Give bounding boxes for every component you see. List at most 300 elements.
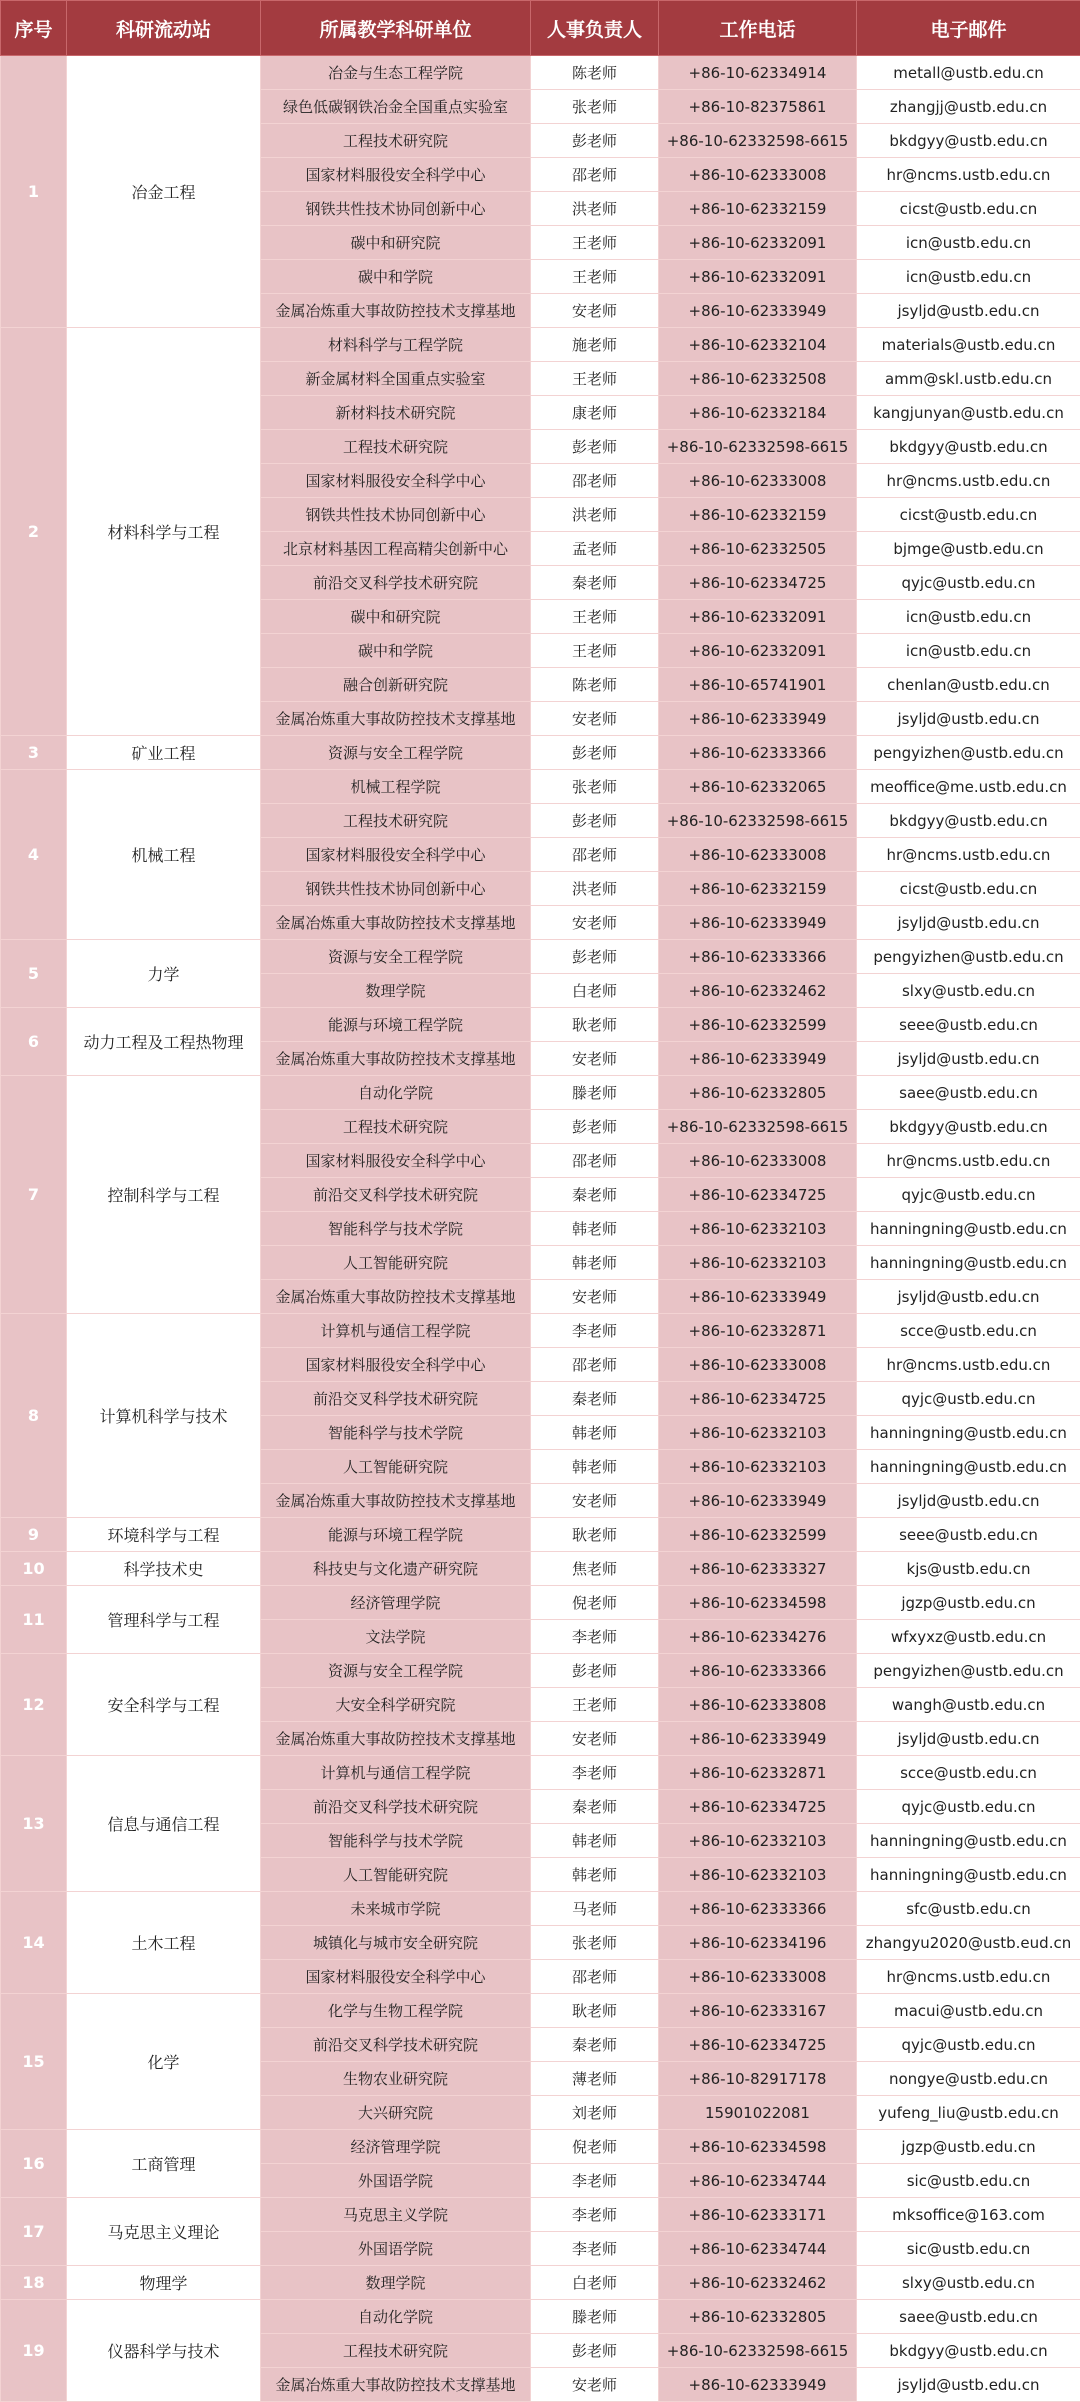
unit-name: 冶金与生态工程学院 [261, 56, 531, 90]
email-address: hanningning@ustb.edu.cn [857, 1858, 1080, 1892]
hr-contact-person: 王老师 [531, 362, 659, 396]
hr-contact-person: 洪老师 [531, 192, 659, 226]
hr-contact-person: 王老师 [531, 226, 659, 260]
hr-contact-person: 安老师 [531, 2368, 659, 2402]
hr-contact-person: 王老师 [531, 600, 659, 634]
work-phone: +86-10-62332104 [659, 328, 857, 362]
email-address: hr@ncms.ustb.edu.cn [857, 1960, 1080, 1994]
unit-name: 碳中和学院 [261, 634, 531, 668]
email-address: qyjc@ustb.edu.cn [857, 1382, 1080, 1416]
unit-name: 马克思主义学院 [261, 2198, 531, 2232]
work-phone: +86-10-62333949 [659, 1484, 857, 1518]
unit-name: 前沿交叉科学技术研究院 [261, 566, 531, 600]
work-phone: +86-10-62332462 [659, 974, 857, 1008]
hr-contact-person: 韩老师 [531, 1858, 659, 1892]
work-phone: +86-10-62333366 [659, 736, 857, 770]
email-address: scce@ustb.edu.cn [857, 1756, 1080, 1790]
row-seq-number: 17 [1, 2198, 67, 2266]
work-phone: +86-10-62332599 [659, 1518, 857, 1552]
work-phone: +86-10-62332103 [659, 1858, 857, 1892]
work-phone: +86-10-62332805 [659, 2300, 857, 2334]
table-row [1, 940, 1080, 974]
hr-contact-person: 陈老师 [531, 56, 659, 90]
work-phone: +86-10-65741901 [659, 668, 857, 702]
work-phone: +86-10-62333008 [659, 1348, 857, 1382]
unit-name: 外国语学院 [261, 2232, 531, 2266]
work-phone: +86-10-62334914 [659, 56, 857, 90]
station-name: 矿业工程 [67, 736, 261, 770]
work-phone: +86-10-62333008 [659, 464, 857, 498]
email-address: macui@ustb.edu.cn [857, 1994, 1080, 2028]
hr-contact-person: 彭老师 [531, 736, 659, 770]
email-address: wfxyxz@ustb.edu.cn [857, 1620, 1080, 1654]
row-seq-number: 1 [1, 56, 67, 328]
email-address: qyjc@ustb.edu.cn [857, 1790, 1080, 1824]
work-phone: 15901022081 [659, 2096, 857, 2130]
unit-name: 工程技术研究院 [261, 430, 531, 464]
email-address: hr@ncms.ustb.edu.cn [857, 1144, 1080, 1178]
hr-contact-person: 耿老师 [531, 1994, 659, 2028]
work-phone: +86-10-62333949 [659, 294, 857, 328]
station-name: 管理科学与工程 [67, 1586, 261, 1654]
row-seq-number: 15 [1, 1994, 67, 2130]
unit-name: 资源与安全工程学院 [261, 736, 531, 770]
hr-contact-person: 彭老师 [531, 1110, 659, 1144]
table-row [1, 1892, 1080, 1926]
unit-name: 前沿交叉科学技术研究院 [261, 1178, 531, 1212]
hr-contact-person: 焦老师 [531, 1552, 659, 1586]
work-phone: +86-10-62332462 [659, 2266, 857, 2300]
work-phone: +86-10-62333949 [659, 1042, 857, 1076]
work-phone: +86-10-62332159 [659, 192, 857, 226]
table-row [1, 1008, 1080, 1042]
table-row [1, 56, 1080, 90]
email-address: bkdgyy@ustb.edu.cn [857, 124, 1080, 158]
hr-contact-person: 安老师 [531, 1722, 659, 1756]
work-phone: +86-10-62333949 [659, 906, 857, 940]
unit-name: 未来城市学院 [261, 1892, 531, 1926]
unit-name: 计算机与通信工程学院 [261, 1756, 531, 1790]
unit-name: 工程技术研究院 [261, 1110, 531, 1144]
unit-name: 金属冶炼重大事故防控技术支撑基地 [261, 702, 531, 736]
hr-contact-person: 洪老师 [531, 872, 659, 906]
email-address: jsyljd@ustb.edu.cn [857, 2368, 1080, 2402]
station-name: 控制科学与工程 [67, 1076, 261, 1314]
work-phone: +86-10-62332159 [659, 872, 857, 906]
table-row [1, 1586, 1080, 1620]
work-phone: +86-10-62334598 [659, 2130, 857, 2164]
station-name: 动力工程及工程热物理 [67, 1008, 261, 1076]
work-phone: +86-10-62332598-6615 [659, 1110, 857, 1144]
station-name: 机械工程 [67, 770, 261, 940]
row-seq-number: 16 [1, 2130, 67, 2198]
hr-contact-person: 刘老师 [531, 2096, 659, 2130]
unit-name: 人工智能研究院 [261, 1246, 531, 1280]
unit-name: 工程技术研究院 [261, 124, 531, 158]
hr-contact-person: 邵老师 [531, 838, 659, 872]
unit-name: 智能科学与技术学院 [261, 1416, 531, 1450]
email-address: seee@ustb.edu.cn [857, 1518, 1080, 1552]
email-address: metall@ustb.edu.cn [857, 56, 1080, 90]
row-seq-number: 18 [1, 2266, 67, 2300]
table-row [1, 1076, 1080, 1110]
work-phone: +86-10-62332598-6615 [659, 430, 857, 464]
hr-contact-person: 韩老师 [531, 1824, 659, 1858]
email-address: mksoffice@163.com [857, 2198, 1080, 2232]
unit-name: 外国语学院 [261, 2164, 531, 2198]
work-phone: +86-10-62333808 [659, 1688, 857, 1722]
table-row [1, 1552, 1080, 1586]
work-phone: +86-10-62334598 [659, 1586, 857, 1620]
row-seq-number: 11 [1, 1586, 67, 1654]
email-address: zhangyu2020@ustb.eud.cn [857, 1926, 1080, 1960]
row-seq-number: 19 [1, 2300, 67, 2402]
hr-contact-person: 韩老师 [531, 1246, 659, 1280]
hr-contact-person: 彭老师 [531, 940, 659, 974]
unit-name: 智能科学与技术学院 [261, 1212, 531, 1246]
hr-contact-person: 韩老师 [531, 1212, 659, 1246]
unit-name: 新材料技术研究院 [261, 396, 531, 430]
email-address: bkdgyy@ustb.edu.cn [857, 430, 1080, 464]
email-address: hanningning@ustb.edu.cn [857, 1212, 1080, 1246]
hr-contact-person: 薄老师 [531, 2062, 659, 2096]
hr-contact-person: 马老师 [531, 1892, 659, 1926]
station-name: 材料科学与工程 [67, 328, 261, 736]
table-row [1, 2130, 1080, 2164]
work-phone: +86-10-62332805 [659, 1076, 857, 1110]
unit-name: 科技史与文化遗产研究院 [261, 1552, 531, 1586]
work-phone: +86-10-62332599 [659, 1008, 857, 1042]
row-seq-number: 9 [1, 1518, 67, 1552]
unit-name: 前沿交叉科学技术研究院 [261, 1790, 531, 1824]
hr-contact-person: 彭老师 [531, 124, 659, 158]
hr-contact-person: 滕老师 [531, 1076, 659, 1110]
email-address: materials@ustb.edu.cn [857, 328, 1080, 362]
work-phone: +86-10-62332871 [659, 1314, 857, 1348]
email-address: wangh@ustb.edu.cn [857, 1688, 1080, 1722]
email-address: jsyljd@ustb.edu.cn [857, 906, 1080, 940]
table-body [1, 56, 1080, 2402]
hr-contact-person: 张老师 [531, 770, 659, 804]
unit-name: 钢铁共性技术协同创新中心 [261, 192, 531, 226]
email-address: saee@ustb.edu.cn [857, 1076, 1080, 1110]
unit-name: 金属冶炼重大事故防控技术支撑基地 [261, 906, 531, 940]
hr-contact-person: 李老师 [531, 2164, 659, 2198]
station-name: 马克思主义理论 [67, 2198, 261, 2266]
email-address: jgzp@ustb.edu.cn [857, 1586, 1080, 1620]
hr-contact-person: 陈老师 [531, 668, 659, 702]
table-row [1, 2198, 1080, 2232]
unit-name: 数理学院 [261, 2266, 531, 2300]
hr-contact-person: 李老师 [531, 2232, 659, 2266]
work-phone: +86-10-62333008 [659, 1960, 857, 1994]
hr-contact-person: 耿老师 [531, 1518, 659, 1552]
work-phone: +86-10-62334725 [659, 1382, 857, 1416]
station-name: 仪器科学与技术 [67, 2300, 261, 2402]
work-phone: +86-10-62334725 [659, 1178, 857, 1212]
unit-name: 材料科学与工程学院 [261, 328, 531, 362]
header-email: 电子邮件 [857, 1, 1080, 56]
unit-name: 人工智能研究院 [261, 1858, 531, 1892]
unit-name: 前沿交叉科学技术研究院 [261, 2028, 531, 2062]
hr-contact-person: 彭老师 [531, 2334, 659, 2368]
email-address: seee@ustb.edu.cn [857, 1008, 1080, 1042]
unit-name: 国家材料服役安全科学中心 [261, 838, 531, 872]
work-phone: +86-10-62334196 [659, 1926, 857, 1960]
email-address: bkdgyy@ustb.edu.cn [857, 1110, 1080, 1144]
hr-contact-person: 耿老师 [531, 1008, 659, 1042]
work-phone: +86-10-62333949 [659, 702, 857, 736]
row-seq-number: 7 [1, 1076, 67, 1314]
row-seq-number: 10 [1, 1552, 67, 1586]
email-address: cicst@ustb.edu.cn [857, 872, 1080, 906]
station-name: 安全科学与工程 [67, 1654, 261, 1756]
unit-name: 自动化学院 [261, 2300, 531, 2334]
email-address: jsyljd@ustb.edu.cn [857, 1280, 1080, 1314]
email-address: hanningning@ustb.edu.cn [857, 1824, 1080, 1858]
unit-name: 金属冶炼重大事故防控技术支撑基地 [261, 1484, 531, 1518]
work-phone: +86-10-62332091 [659, 226, 857, 260]
unit-name: 金属冶炼重大事故防控技术支撑基地 [261, 1722, 531, 1756]
unit-name: 前沿交叉科学技术研究院 [261, 1382, 531, 1416]
email-address: bjmge@ustb.edu.cn [857, 532, 1080, 566]
unit-name: 工程技术研究院 [261, 2334, 531, 2368]
hr-contact-person: 张老师 [531, 1926, 659, 1960]
header-unit: 所属教学科研单位 [261, 1, 531, 56]
work-phone: +86-10-62332103 [659, 1416, 857, 1450]
hr-contact-person: 张老师 [531, 90, 659, 124]
unit-name: 金属冶炼重大事故防控技术支撑基地 [261, 2368, 531, 2402]
hr-contact-person: 施老师 [531, 328, 659, 362]
table-header [1, 1, 1080, 56]
email-address: jsyljd@ustb.edu.cn [857, 294, 1080, 328]
station-name: 工商管理 [67, 2130, 261, 2198]
email-address: jsyljd@ustb.edu.cn [857, 1722, 1080, 1756]
email-address: pengyizhen@ustb.edu.cn [857, 940, 1080, 974]
hr-contact-person: 邵老师 [531, 464, 659, 498]
work-phone: +86-10-82917178 [659, 2062, 857, 2096]
email-address: jsyljd@ustb.edu.cn [857, 1042, 1080, 1076]
unit-name: 能源与环境工程学院 [261, 1008, 531, 1042]
work-phone: +86-10-62332103 [659, 1246, 857, 1280]
hr-contact-person: 秦老师 [531, 1178, 659, 1212]
unit-name: 化学与生物工程学院 [261, 1994, 531, 2028]
row-seq-number: 14 [1, 1892, 67, 1994]
work-phone: +86-10-62332091 [659, 634, 857, 668]
unit-name: 国家材料服役安全科学中心 [261, 1144, 531, 1178]
email-address: amm@skl.ustb.edu.cn [857, 362, 1080, 396]
table-row [1, 1518, 1080, 1552]
work-phone: +86-10-62332065 [659, 770, 857, 804]
table-row [1, 1314, 1080, 1348]
email-address: jsyljd@ustb.edu.cn [857, 702, 1080, 736]
unit-name: 金属冶炼重大事故防控技术支撑基地 [261, 1280, 531, 1314]
table-row [1, 2266, 1080, 2300]
email-address: hanningning@ustb.edu.cn [857, 1450, 1080, 1484]
unit-name: 资源与安全工程学院 [261, 940, 531, 974]
work-phone: +86-10-62333171 [659, 2198, 857, 2232]
hr-contact-person: 洪老师 [531, 498, 659, 532]
hr-contact-person: 李老师 [531, 1314, 659, 1348]
hr-contact-person: 秦老师 [531, 2028, 659, 2062]
email-address: hr@ncms.ustb.edu.cn [857, 838, 1080, 872]
email-address: kjs@ustb.edu.cn [857, 1552, 1080, 1586]
header-phone: 工作电话 [659, 1, 857, 56]
unit-name: 钢铁共性技术协同创新中心 [261, 872, 531, 906]
hr-contact-person: 邵老师 [531, 1348, 659, 1382]
table-row [1, 1994, 1080, 2028]
unit-name: 国家材料服役安全科学中心 [261, 464, 531, 498]
unit-name: 绿色低碳钢铁冶金全国重点实验室 [261, 90, 531, 124]
email-address: qyjc@ustb.edu.cn [857, 1178, 1080, 1212]
email-address: slxy@ustb.edu.cn [857, 974, 1080, 1008]
hr-contact-person: 安老师 [531, 906, 659, 940]
table-row [1, 1654, 1080, 1688]
row-seq-number: 5 [1, 940, 67, 1008]
unit-name: 人工智能研究院 [261, 1450, 531, 1484]
station-name: 冶金工程 [67, 56, 261, 328]
station-name: 科学技术史 [67, 1552, 261, 1586]
row-seq-number: 8 [1, 1314, 67, 1518]
email-address: bkdgyy@ustb.edu.cn [857, 804, 1080, 838]
station-name: 计算机科学与技术 [67, 1314, 261, 1518]
unit-name: 大兴研究院 [261, 2096, 531, 2130]
row-seq-number: 12 [1, 1654, 67, 1756]
header-row [1, 1, 1080, 56]
work-phone: +86-10-62333008 [659, 1144, 857, 1178]
hr-contact-person: 邵老师 [531, 1960, 659, 1994]
hr-contact-person: 邵老师 [531, 158, 659, 192]
email-address: cicst@ustb.edu.cn [857, 498, 1080, 532]
hr-contact-person: 倪老师 [531, 1586, 659, 1620]
hr-contact-person: 白老师 [531, 974, 659, 1008]
work-phone: +86-10-62332184 [659, 396, 857, 430]
hr-contact-person: 秦老师 [531, 566, 659, 600]
hr-contact-person: 孟老师 [531, 532, 659, 566]
email-address: hr@ncms.ustb.edu.cn [857, 158, 1080, 192]
unit-name: 新金属材料全国重点实验室 [261, 362, 531, 396]
unit-name: 融合创新研究院 [261, 668, 531, 702]
work-phone: +86-10-62334725 [659, 566, 857, 600]
hr-contact-person: 韩老师 [531, 1416, 659, 1450]
unit-name: 北京材料基因工程高精尖创新中心 [261, 532, 531, 566]
unit-name: 生物农业研究院 [261, 2062, 531, 2096]
email-address: nongye@ustb.edu.cn [857, 2062, 1080, 2096]
unit-name: 大安全科学研究院 [261, 1688, 531, 1722]
email-address: bkdgyy@ustb.edu.cn [857, 2334, 1080, 2368]
hr-contact-person: 王老师 [531, 1688, 659, 1722]
work-phone: +86-10-62332103 [659, 1824, 857, 1858]
work-phone: +86-10-62332091 [659, 600, 857, 634]
email-address: yufeng_liu@ustb.edu.cn [857, 2096, 1080, 2130]
work-phone: +86-10-62333949 [659, 2368, 857, 2402]
work-phone: +86-10-62333327 [659, 1552, 857, 1586]
work-phone: +86-10-62333008 [659, 838, 857, 872]
work-phone: +86-10-62334725 [659, 1790, 857, 1824]
unit-name: 国家材料服役安全科学中心 [261, 158, 531, 192]
email-address: qyjc@ustb.edu.cn [857, 566, 1080, 600]
unit-name: 经济管理学院 [261, 1586, 531, 1620]
work-phone: +86-10-62332091 [659, 260, 857, 294]
hr-contact-person: 彭老师 [531, 430, 659, 464]
hr-contact-person: 滕老师 [531, 2300, 659, 2334]
email-address: hr@ncms.ustb.edu.cn [857, 1348, 1080, 1382]
work-phone: +86-10-62333949 [659, 1280, 857, 1314]
work-phone: +86-10-62332508 [659, 362, 857, 396]
email-address: scce@ustb.edu.cn [857, 1314, 1080, 1348]
row-seq-number: 4 [1, 770, 67, 940]
unit-name: 城镇化与城市安全研究院 [261, 1926, 531, 1960]
station-name: 物理学 [67, 2266, 261, 2300]
station-name: 化学 [67, 1994, 261, 2130]
unit-name: 文法学院 [261, 1620, 531, 1654]
work-phone: +86-10-62334725 [659, 2028, 857, 2062]
work-phone: +86-10-82375861 [659, 90, 857, 124]
work-phone: +86-10-62333366 [659, 1892, 857, 1926]
header-person: 人事负责人 [531, 1, 659, 56]
email-address: jgzp@ustb.edu.cn [857, 2130, 1080, 2164]
unit-name: 机械工程学院 [261, 770, 531, 804]
header-station: 科研流动站 [67, 1, 261, 56]
row-seq-number: 6 [1, 1008, 67, 1076]
unit-name: 钢铁共性技术协同创新中心 [261, 498, 531, 532]
hr-contact-person: 王老师 [531, 634, 659, 668]
table-row [1, 736, 1080, 770]
unit-name: 智能科学与技术学院 [261, 1824, 531, 1858]
table-row [1, 770, 1080, 804]
email-address: kangjunyan@ustb.edu.cn [857, 396, 1080, 430]
work-phone: +86-10-62332505 [659, 532, 857, 566]
station-name: 环境科学与工程 [67, 1518, 261, 1552]
unit-name: 自动化学院 [261, 1076, 531, 1110]
hr-contact-person: 李老师 [531, 1756, 659, 1790]
unit-name: 碳中和学院 [261, 260, 531, 294]
email-address: pengyizhen@ustb.edu.cn [857, 736, 1080, 770]
work-phone: +86-10-62333008 [659, 158, 857, 192]
hr-contact-person: 韩老师 [531, 1450, 659, 1484]
work-phone: +86-10-62332103 [659, 1450, 857, 1484]
header-seq: 序号 [1, 1, 67, 56]
email-address: slxy@ustb.edu.cn [857, 2266, 1080, 2300]
station-name: 力学 [67, 940, 261, 1008]
station-name: 土木工程 [67, 1892, 261, 1994]
email-address: zhangjj@ustb.edu.cn [857, 90, 1080, 124]
unit-name: 经济管理学院 [261, 2130, 531, 2164]
work-phone: +86-10-62333366 [659, 940, 857, 974]
email-address: sic@ustb.edu.cn [857, 2232, 1080, 2266]
email-address: jsyljd@ustb.edu.cn [857, 1484, 1080, 1518]
hr-contact-person: 白老师 [531, 2266, 659, 2300]
hr-contact-person: 安老师 [531, 294, 659, 328]
row-seq-number: 3 [1, 736, 67, 770]
work-phone: +86-10-62334744 [659, 2164, 857, 2198]
email-address: sic@ustb.edu.cn [857, 2164, 1080, 2198]
hr-contact-person: 安老师 [531, 1280, 659, 1314]
hr-contact-person: 秦老师 [531, 1382, 659, 1416]
email-address: meoffice@me.ustb.edu.cn [857, 770, 1080, 804]
unit-name: 计算机与通信工程学院 [261, 1314, 531, 1348]
hr-contact-person: 安老师 [531, 1042, 659, 1076]
email-address: hanningning@ustb.edu.cn [857, 1416, 1080, 1450]
unit-name: 金属冶炼重大事故防控技术支撑基地 [261, 1042, 531, 1076]
hr-contact-person: 李老师 [531, 2198, 659, 2232]
row-seq-number: 2 [1, 328, 67, 736]
hr-contact-person: 李老师 [531, 1620, 659, 1654]
work-phone: +86-10-62332159 [659, 498, 857, 532]
table-row [1, 328, 1080, 362]
hr-contact-person: 倪老师 [531, 2130, 659, 2164]
email-address: qyjc@ustb.edu.cn [857, 2028, 1080, 2062]
